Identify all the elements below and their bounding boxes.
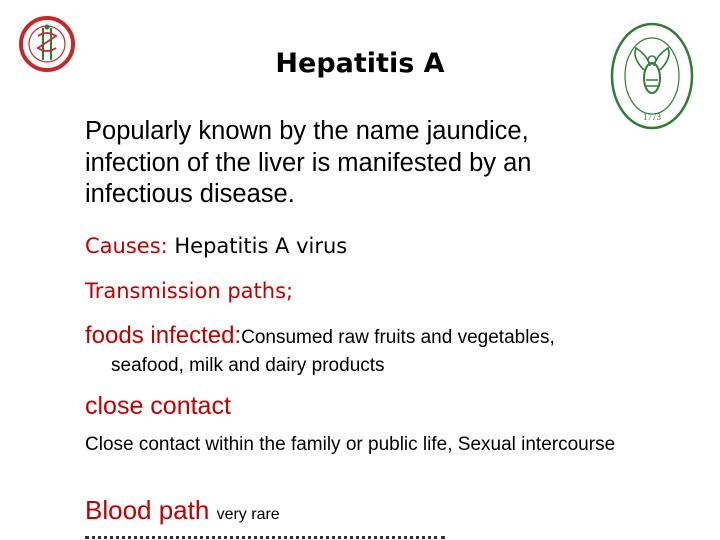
causes-line — [85, 234, 347, 258]
close-contact-heading: close contact — [85, 392, 231, 420]
cut-off-text-line — [85, 530, 485, 540]
foods-value-continued: seafood, milk and dairy products — [111, 355, 385, 376]
causes-label: Causes: — [85, 234, 168, 258]
foods-line — [85, 322, 555, 350]
close-contact-text: Close contact within the family or public life, Sexual intercourse — [85, 434, 616, 455]
ttb-logo — [8, 14, 86, 74]
blood-path-label: Blood path — [85, 495, 210, 525]
itu-logo-year: 1773 — [643, 112, 661, 122]
transmission-heading: Transmission paths; — [85, 279, 294, 303]
foods-label: foods infected: — [85, 322, 242, 349]
causes-value: Hepatitis A virus — [167, 234, 348, 258]
foods-value: Consumed raw fruits and vegetables, — [241, 327, 555, 348]
intro-text: Popularly known by the name jaundice, infection of the liver is manifested by an infectious disease. — [85, 117, 532, 208]
blood-path-line — [85, 495, 280, 526]
page-title: Hepatitis A — [275, 48, 445, 79]
blood-path-value: very rare — [216, 506, 280, 523]
